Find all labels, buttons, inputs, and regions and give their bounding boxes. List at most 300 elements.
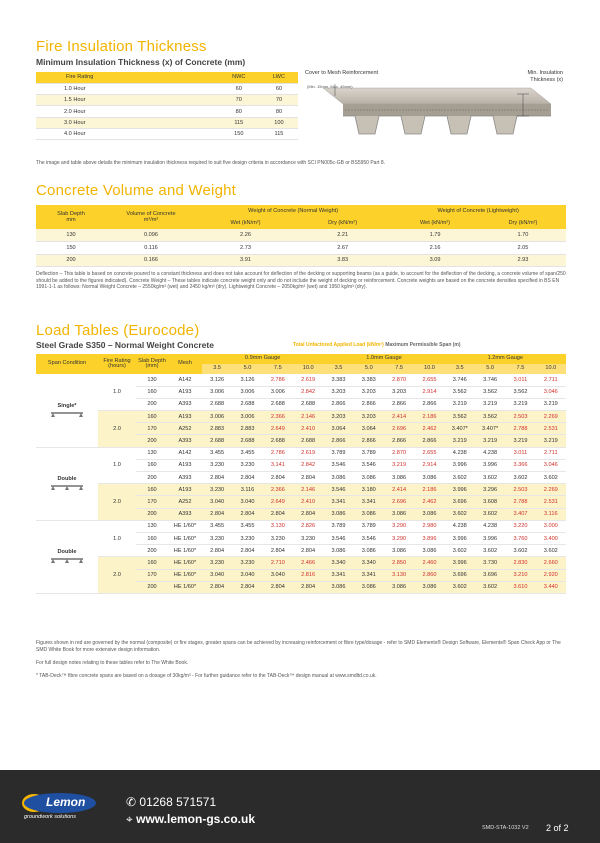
load-cell: 3.696 bbox=[445, 569, 475, 581]
load-cell: 3.789 bbox=[354, 447, 384, 459]
table-row bbox=[36, 447, 566, 459]
load-cell: 2.866 bbox=[414, 435, 444, 447]
load-cell: 3.086 bbox=[354, 581, 384, 593]
load-cell: 2.804 bbox=[202, 508, 232, 520]
th-load-value: 10.0 bbox=[545, 365, 557, 372]
load-cell: 2.870 bbox=[384, 447, 414, 459]
load-cell: 2.866 bbox=[354, 435, 384, 447]
load-cell: 3.407 bbox=[505, 508, 535, 520]
load-cell: 2.850 bbox=[384, 557, 414, 569]
load-cell: 3.602 bbox=[475, 508, 505, 520]
load-cell: 2.366 bbox=[263, 484, 293, 496]
th-load-value: 7.5 bbox=[273, 365, 282, 372]
load-cell: 3.203 bbox=[384, 386, 414, 398]
load-note-2: For full design notes relating to these tables refer to The White Book. bbox=[36, 660, 189, 666]
load-cell: HE 1/60* bbox=[168, 520, 202, 532]
span-condition-cell bbox=[36, 520, 98, 593]
fire-cell: 70 bbox=[218, 95, 260, 106]
load-cell: 2.804 bbox=[263, 581, 293, 593]
load-note-1: Figures shown in red are governed by the normal (composite) or fire stages, greater spans can be achieved by increasing reinforcement or fibre type/dosage - refer to SMD Elements® Design Software, Elements® Span Check App or The SMD White Book for more extensive design information. bbox=[36, 640, 561, 653]
span-condition-label: Double bbox=[57, 476, 77, 483]
load-cell: 2.788 bbox=[505, 496, 535, 508]
load-cell: 2.866 bbox=[384, 398, 414, 410]
th-fire-rating: Fire Rating bbox=[36, 72, 218, 83]
load-cell: 2.655 bbox=[414, 374, 444, 386]
load-cell: 3.562 bbox=[445, 411, 475, 423]
phone-line[interactable] bbox=[126, 795, 216, 809]
load-cell: 3.407* bbox=[445, 423, 475, 435]
th-load-value: 3.5 bbox=[213, 365, 222, 372]
load-subtitle: Steel Grade S350 – Normal Weight Concrete bbox=[36, 340, 214, 350]
load-cell: 3.602 bbox=[475, 545, 505, 557]
load-cell: 2.410 bbox=[293, 423, 323, 435]
load-cell: 3.210 bbox=[505, 569, 535, 581]
load-cell: 3.086 bbox=[384, 508, 414, 520]
load-cell: 3.602 bbox=[536, 472, 566, 484]
load-cell: 3.130 bbox=[384, 569, 414, 581]
load-cell: 3.440 bbox=[536, 581, 566, 593]
load-cell: 3.230 bbox=[263, 532, 293, 544]
load-cell: 3.219 bbox=[536, 435, 566, 447]
fire-rating-cell: 1.0 bbox=[98, 520, 136, 557]
load-cell: 3.340 bbox=[323, 557, 353, 569]
load-cell: 3.230 bbox=[232, 532, 262, 544]
load-cell: A193 bbox=[168, 459, 202, 471]
load-cell: 2.649 bbox=[263, 496, 293, 508]
fire-cell: 150 bbox=[218, 128, 260, 139]
load-cell: 3.602 bbox=[475, 472, 505, 484]
fire-row bbox=[36, 95, 298, 106]
diagram-label-right: Min. Insulation Thickness (x) bbox=[527, 70, 563, 83]
load-cell: 160 bbox=[136, 459, 168, 471]
load-cell: 3.040 bbox=[202, 569, 232, 581]
fire-cell: 80 bbox=[260, 106, 298, 117]
load-cell: 2.804 bbox=[293, 508, 323, 520]
load-cell: 3.203 bbox=[354, 411, 384, 423]
load-cell: 3.562 bbox=[445, 386, 475, 398]
load-cell: 2.269 bbox=[536, 411, 566, 423]
th-mesh: Mesh bbox=[178, 360, 192, 367]
load-cell: 3.383 bbox=[354, 374, 384, 386]
load-cell: 3.011 bbox=[505, 374, 535, 386]
load-cell: 2.883 bbox=[202, 423, 232, 435]
fire-cell: 2.0 Hour bbox=[36, 106, 218, 117]
load-cell: 3.006 bbox=[232, 411, 262, 423]
load-cell: 200 bbox=[136, 545, 168, 557]
load-cell: 3.126 bbox=[232, 374, 262, 386]
load-cell: 3.996 bbox=[445, 557, 475, 569]
th-load-value: 5.0 bbox=[364, 365, 373, 372]
load-cell: 3.996 bbox=[475, 459, 505, 471]
load-cell: 2.804 bbox=[232, 581, 262, 593]
load-cell: 3.896 bbox=[414, 532, 444, 544]
load-cell: 2.711 bbox=[536, 447, 566, 459]
load-cell: 3.006 bbox=[202, 411, 232, 423]
beam-support-icon bbox=[51, 412, 83, 418]
load-cell: 2.804 bbox=[263, 472, 293, 484]
table-row bbox=[36, 520, 566, 532]
load-cell: 3.789 bbox=[354, 520, 384, 532]
load-cell: 3.126 bbox=[202, 374, 232, 386]
load-cell: 3.086 bbox=[384, 545, 414, 557]
load-cell: 2.688 bbox=[202, 398, 232, 410]
load-cell: 3.789 bbox=[323, 520, 353, 532]
load-cell: 3.546 bbox=[323, 484, 353, 496]
load-cell: 2.414 bbox=[384, 484, 414, 496]
th-fire-hours: Fire Rating (hours) bbox=[103, 357, 131, 369]
load-cell: 2.688 bbox=[263, 435, 293, 447]
fire-cell: 4.0 Hour bbox=[36, 128, 218, 139]
load-cell: 3.219 bbox=[445, 435, 475, 447]
load-cell: 3.086 bbox=[354, 472, 384, 484]
volume-cell: 2.05 bbox=[480, 242, 566, 255]
load-cell: 2.696 bbox=[384, 496, 414, 508]
load-cell: 2.804 bbox=[202, 545, 232, 557]
load-cell: 3.064 bbox=[323, 423, 353, 435]
load-cell: 200 bbox=[136, 398, 168, 410]
load-cell: 3.040 bbox=[263, 569, 293, 581]
fire-cell: 3.0 Hour bbox=[36, 117, 218, 128]
logo-text: Lemon bbox=[46, 795, 86, 809]
load-cell: 200 bbox=[136, 508, 168, 520]
volume-cell: 2.93 bbox=[480, 254, 566, 267]
fire-subtitle: Minimum Insulation Thickness (x) of Concrete (mm) bbox=[36, 57, 246, 67]
th-slab-depth-unit: mm bbox=[66, 217, 76, 223]
load-cell: 3.696 bbox=[475, 569, 505, 581]
load-cell: HE 1/60* bbox=[168, 569, 202, 581]
load-cell: 3.455 bbox=[202, 447, 232, 459]
load-cell: 3.341 bbox=[323, 569, 353, 581]
load-cell: 2.914 bbox=[414, 459, 444, 471]
th-gauge-09: 0.9mm Gauge bbox=[244, 355, 281, 362]
beam-support-icon bbox=[51, 485, 83, 491]
th-load-value: 7.5 bbox=[516, 365, 525, 372]
load-cell: 3.219 bbox=[475, 398, 505, 410]
load-cell: 2.830 bbox=[505, 557, 535, 569]
load-cell: 3.455 bbox=[232, 520, 262, 532]
fire-cell: 1.0 Hour bbox=[36, 83, 218, 94]
volume-note: Deflection – This table is based on concrete poured to a constant thickness and does not take account for deflection of the decking or supporting beams (as a guide, to account for the deflection of the decking, a concrete volume of span/250 should be added to the figures indicated). Concrete Weight – These tables indicate concrete weight only and do not include the weight of decking or reinforcement. Concrete weights are based on the concrete densities specified in BS EN 1991-1-1 as follows: Normal Weight Concrete – 2550kg/m³ (wet) and 2450 kg/m³ (dry). Lightweight Concrete – 2050kg/m³ (wet) and 1950 kg/m³ (dry). bbox=[36, 271, 566, 291]
th-volume: Volume of Concrete bbox=[126, 211, 176, 217]
th-slab-depth: Slab Depth bbox=[57, 211, 85, 217]
load-cell: 2.462 bbox=[414, 423, 444, 435]
legend-yellow: Total Unfactored Applied Load (kN/m²) bbox=[293, 342, 384, 348]
load-cell: HE 1/60* bbox=[168, 545, 202, 557]
website-url: www.lemon-gs.co.uk bbox=[136, 812, 256, 826]
th-nw-dry: Dry (kN/m²) bbox=[328, 220, 358, 226]
load-cell: 170 bbox=[136, 569, 168, 581]
load-cell: 3.546 bbox=[323, 532, 353, 544]
phone-icon: ✆ bbox=[126, 795, 137, 809]
diagram-label-left-sub: (Min. 15mm, Max. 45mm) bbox=[307, 84, 353, 89]
load-cell: 2.186 bbox=[414, 411, 444, 423]
load-cell: 2.503 bbox=[505, 484, 535, 496]
load-cell: 3.746 bbox=[445, 374, 475, 386]
load-cell: 2.688 bbox=[232, 435, 262, 447]
volume-cell: 2.21 bbox=[295, 229, 390, 242]
load-cell: 2.866 bbox=[384, 435, 414, 447]
load-cell: 3.086 bbox=[354, 508, 384, 520]
load-cell: 3.086 bbox=[323, 581, 353, 593]
load-cell: 2.649 bbox=[263, 423, 293, 435]
load-cell: 3.086 bbox=[414, 472, 444, 484]
footer bbox=[0, 770, 600, 843]
website-line[interactable] bbox=[126, 812, 255, 827]
load-cell: 2.146 bbox=[293, 411, 323, 423]
load-cell: 3.746 bbox=[475, 374, 505, 386]
slab-diagram bbox=[305, 70, 565, 150]
load-cell: 3.608 bbox=[475, 496, 505, 508]
volume-cell: 3.09 bbox=[390, 254, 480, 267]
load-cell: 3.064 bbox=[354, 423, 384, 435]
load-cell: 3.341 bbox=[354, 569, 384, 581]
volume-cell: 2.73 bbox=[196, 242, 295, 255]
volume-cell: 0.166 bbox=[106, 254, 196, 267]
load-cell: 3.602 bbox=[536, 545, 566, 557]
load-table bbox=[36, 354, 566, 594]
load-cell: 2.883 bbox=[232, 423, 262, 435]
mouse-icon: ⌖ bbox=[126, 812, 133, 826]
th-load-value: 3.5 bbox=[455, 365, 464, 372]
th-load-value: 5.0 bbox=[486, 365, 494, 372]
load-cell: 2.688 bbox=[232, 398, 262, 410]
volume-cell: 0.096 bbox=[106, 229, 196, 242]
load-cell: 3.341 bbox=[354, 496, 384, 508]
fire-rating-cell: 1.0 bbox=[98, 374, 136, 411]
volume-cell: 3.83 bbox=[295, 254, 390, 267]
load-cell: 3.407* bbox=[475, 423, 505, 435]
load-cell: 2.410 bbox=[293, 496, 323, 508]
fire-rating-cell: 2.0 bbox=[98, 484, 136, 521]
load-cell: 3.230 bbox=[202, 459, 232, 471]
fire-table bbox=[36, 72, 298, 140]
load-cell: 3.400 bbox=[536, 532, 566, 544]
load-cell: 160 bbox=[136, 532, 168, 544]
th-load-value: 5.0 bbox=[243, 365, 252, 372]
load-cell: 2.619 bbox=[293, 447, 323, 459]
load-cell: 2.804 bbox=[263, 545, 293, 557]
th-load-value: 7.5 bbox=[395, 365, 404, 372]
volume-row bbox=[36, 254, 566, 267]
load-cell: 3.203 bbox=[323, 386, 353, 398]
load-cell: 3.562 bbox=[475, 411, 505, 423]
load-cell: 3.219 bbox=[384, 459, 414, 471]
load-cell: 2.826 bbox=[293, 520, 323, 532]
load-cell: 3.996 bbox=[445, 532, 475, 544]
load-cell: 3.006 bbox=[263, 386, 293, 398]
load-cell: 2.688 bbox=[293, 435, 323, 447]
load-cell: 3.116 bbox=[232, 484, 262, 496]
load-cell: 2.786 bbox=[263, 447, 293, 459]
load-cell: A193 bbox=[168, 386, 202, 398]
load-cell: 2.804 bbox=[293, 581, 323, 593]
load-cell: 2.466 bbox=[293, 557, 323, 569]
load-cell: 3.086 bbox=[414, 545, 444, 557]
fire-note: The image and table above details the minimum insulation thickness required to suit five design criteria in accordance with SCI PN005c-GB or BS5950 Part 8. bbox=[36, 160, 386, 166]
page-number: 2 of 2 bbox=[546, 823, 569, 833]
load-cell: 3.130 bbox=[263, 520, 293, 532]
fire-title: Fire Insulation Thickness bbox=[36, 38, 207, 55]
volume-cell: 1.79 bbox=[390, 229, 480, 242]
load-cell: 2.696 bbox=[384, 423, 414, 435]
table-row bbox=[36, 484, 566, 496]
load-cell: 3.006 bbox=[232, 386, 262, 398]
load-cell: 2.619 bbox=[293, 374, 323, 386]
phone-number: 01268 571571 bbox=[139, 795, 217, 809]
fire-row bbox=[36, 106, 298, 117]
load-cell: 3.730 bbox=[475, 557, 505, 569]
load-cell: 2.842 bbox=[293, 459, 323, 471]
load-cell: 3.602 bbox=[445, 545, 475, 557]
load-cell: 3.040 bbox=[202, 496, 232, 508]
load-cell: 3.546 bbox=[354, 459, 384, 471]
load-cell: 3.219 bbox=[475, 435, 505, 447]
logo-subtext: groundwork solutions bbox=[24, 814, 76, 820]
load-cell: 2.710 bbox=[263, 557, 293, 569]
load-cell: 3.141 bbox=[263, 459, 293, 471]
load-cell: 2.788 bbox=[505, 423, 535, 435]
th-lw-wet: Wet (kN/m²) bbox=[420, 220, 451, 226]
load-cell: 3.203 bbox=[354, 386, 384, 398]
th-lwc: LWC bbox=[260, 72, 298, 83]
volume-cell: 200 bbox=[36, 254, 106, 267]
load-cell: 3.219 bbox=[445, 398, 475, 410]
load-cell: 3.046 bbox=[536, 459, 566, 471]
load-cell: 3.040 bbox=[232, 496, 262, 508]
load-cell: 2.462 bbox=[414, 496, 444, 508]
load-cell: 3.546 bbox=[354, 532, 384, 544]
volume-cell: 2.67 bbox=[295, 242, 390, 255]
load-cell: 4.238 bbox=[475, 447, 505, 459]
load-cell: 2.688 bbox=[263, 398, 293, 410]
load-cell: 2.804 bbox=[202, 581, 232, 593]
load-cell: 200 bbox=[136, 472, 168, 484]
load-cell: 3.562 bbox=[505, 386, 535, 398]
load-cell: 3.602 bbox=[505, 545, 535, 557]
th-load-value: 10.0 bbox=[302, 365, 314, 372]
load-cell: 3.086 bbox=[414, 581, 444, 593]
load-cell: A193 bbox=[168, 411, 202, 423]
load-cell: 3.341 bbox=[323, 496, 353, 508]
load-cell: 3.562 bbox=[475, 386, 505, 398]
load-cell: A142 bbox=[168, 447, 202, 459]
volume-cell: 130 bbox=[36, 229, 106, 242]
th-gauge-10: 1.0mm Gauge bbox=[366, 355, 402, 362]
load-cell: 3.116 bbox=[536, 508, 566, 520]
load-cell: 2.866 bbox=[323, 435, 353, 447]
fire-rating-cell: 2.0 bbox=[98, 557, 136, 594]
load-cell: A393 bbox=[168, 508, 202, 520]
load-cell: 3.086 bbox=[384, 472, 414, 484]
span-condition-cell bbox=[36, 374, 98, 447]
volume-row bbox=[36, 229, 566, 242]
load-cell: 2.146 bbox=[293, 484, 323, 496]
load-cell: A252 bbox=[168, 423, 202, 435]
load-cell: 2.804 bbox=[202, 472, 232, 484]
load-cell: 3.996 bbox=[445, 484, 475, 496]
load-cell: 2.866 bbox=[414, 398, 444, 410]
load-cell: 3.455 bbox=[202, 520, 232, 532]
load-cell: 2.804 bbox=[293, 545, 323, 557]
load-cell: 3.086 bbox=[384, 581, 414, 593]
load-cell: HE 1/60* bbox=[168, 557, 202, 569]
load-cell: A393 bbox=[168, 472, 202, 484]
table-row bbox=[36, 557, 566, 569]
load-cell: 3.789 bbox=[323, 447, 353, 459]
fire-cell: 70 bbox=[260, 95, 298, 106]
volume-cell: 150 bbox=[36, 242, 106, 255]
load-cell: 3.086 bbox=[354, 545, 384, 557]
load-cell: 3.602 bbox=[445, 581, 475, 593]
load-cell: 2.711 bbox=[536, 374, 566, 386]
load-cell: 2.866 bbox=[323, 398, 353, 410]
load-cell: 3.602 bbox=[445, 472, 475, 484]
fire-row bbox=[36, 83, 298, 94]
load-cell: 3.219 bbox=[505, 398, 535, 410]
load-cell: A393 bbox=[168, 398, 202, 410]
load-cell: 3.000 bbox=[536, 520, 566, 532]
load-cell: 2.870 bbox=[384, 374, 414, 386]
load-cell: 3.086 bbox=[323, 545, 353, 557]
span-condition-cell bbox=[36, 447, 98, 520]
load-cell: 3.180 bbox=[354, 484, 384, 496]
load-cell: 2.804 bbox=[293, 472, 323, 484]
legend-rest: Maximum Permissible Span (m) bbox=[385, 342, 461, 348]
load-cell: 3.383 bbox=[323, 374, 353, 386]
load-cell: 130 bbox=[136, 520, 168, 532]
load-cell: 3.230 bbox=[232, 459, 262, 471]
load-cell: 160 bbox=[136, 484, 168, 496]
fire-cell: 60 bbox=[218, 83, 260, 94]
th-span-condition: Span Condition bbox=[47, 360, 87, 367]
load-cell: 2.786 bbox=[263, 374, 293, 386]
load-cell: 3.230 bbox=[202, 532, 232, 544]
load-cell: 2.688 bbox=[293, 398, 323, 410]
load-cell: 3.602 bbox=[505, 472, 535, 484]
load-cell: 4.238 bbox=[475, 520, 505, 532]
span-condition-label: Single* bbox=[57, 402, 77, 409]
load-cell: HE 1/60* bbox=[168, 581, 202, 593]
fire-cell: 115 bbox=[260, 128, 298, 139]
load-cell: A393 bbox=[168, 435, 202, 447]
load-cell: 3.086 bbox=[323, 472, 353, 484]
load-cell: 3.219 bbox=[505, 435, 535, 447]
load-cell: 2.980 bbox=[414, 520, 444, 532]
th-lightweight: Weight of Concrete (Lightweight) bbox=[437, 208, 519, 214]
volume-title: Concrete Volume and Weight bbox=[36, 182, 237, 199]
load-cell: 3.455 bbox=[232, 447, 262, 459]
load-cell: 2.914 bbox=[414, 386, 444, 398]
fire-cell: 100 bbox=[260, 117, 298, 128]
load-cell: 170 bbox=[136, 496, 168, 508]
load-cell: 2.655 bbox=[414, 447, 444, 459]
load-cell: 4.238 bbox=[445, 520, 475, 532]
load-cell: 170 bbox=[136, 423, 168, 435]
lemon-logo[interactable] bbox=[20, 790, 104, 824]
load-cell: 200 bbox=[136, 581, 168, 593]
th-gauge-12: 1.2mm Gauge bbox=[487, 355, 524, 362]
load-cell: 160 bbox=[136, 557, 168, 569]
load-cell: 3.996 bbox=[445, 459, 475, 471]
load-cell: 3.086 bbox=[414, 508, 444, 520]
load-cell: 3.296 bbox=[475, 484, 505, 496]
load-cell: 2.269 bbox=[536, 484, 566, 496]
load-cell: 3.546 bbox=[323, 459, 353, 471]
load-cell: 3.011 bbox=[505, 447, 535, 459]
load-cell: 2.366 bbox=[263, 411, 293, 423]
load-cell: 3.340 bbox=[354, 557, 384, 569]
load-cell: 2.688 bbox=[202, 435, 232, 447]
